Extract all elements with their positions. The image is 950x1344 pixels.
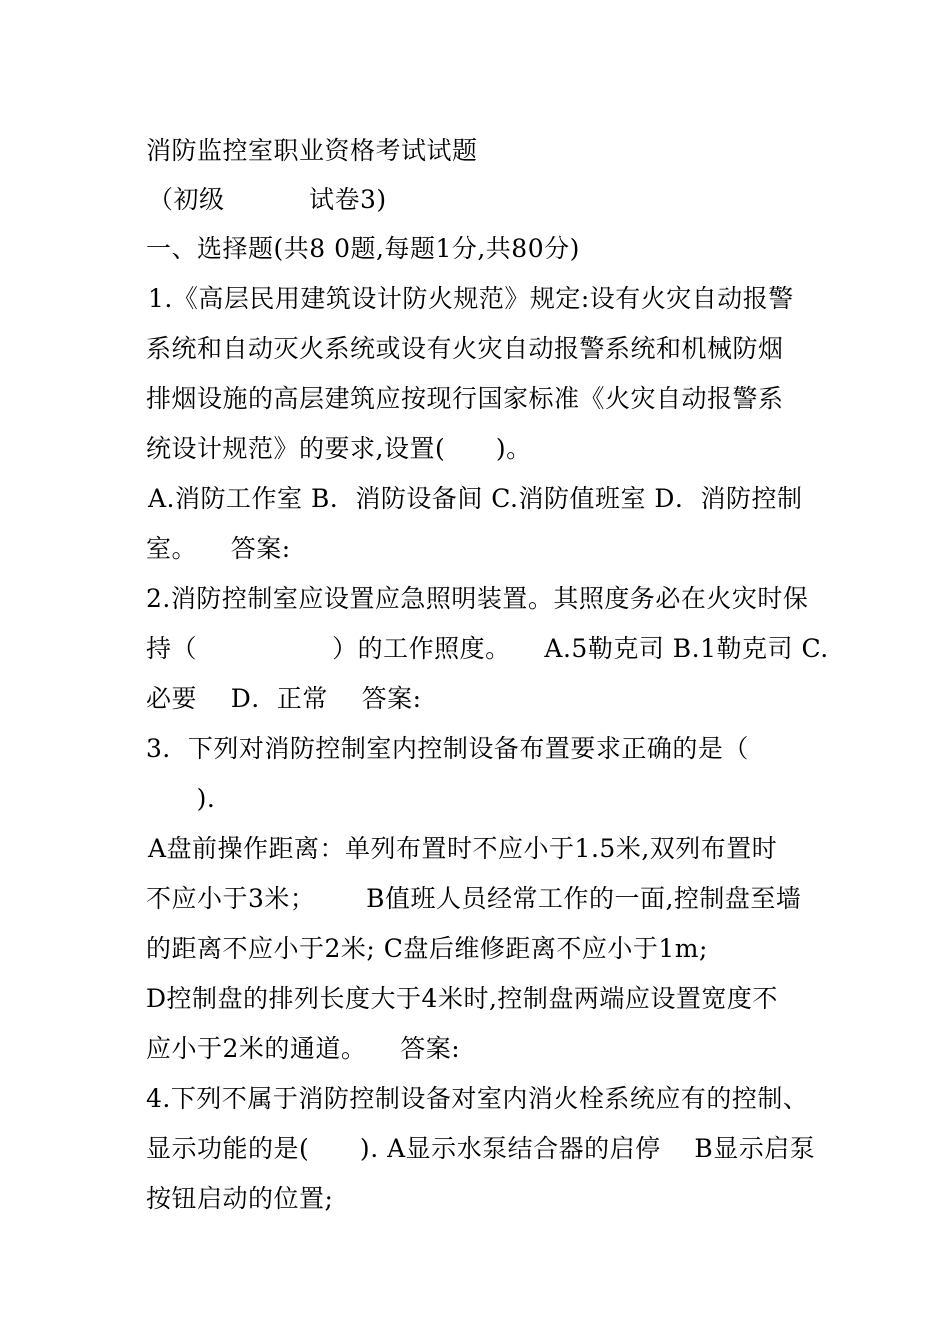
question-3-line-1: 3．下列对消防控制室内控制设备布置要求正确的是（ xyxy=(146,734,749,763)
question-1-line-1: 1.《高层民用建筑设计防火规范》规定:设有火灾自动报警 xyxy=(148,284,794,313)
question-2-answer: 必要 D．正常 答案: xyxy=(146,684,422,713)
question-3-option-d: D控制盘的排列长度大于4米时,控制盘两端应设置宽度不 xyxy=(146,984,778,1013)
question-3-option-a: A盘前操作距离：单列布置时不应小于1.5米,双列布置时 xyxy=(148,834,778,863)
question-4-line-3: 按钮启动的位置; xyxy=(146,1184,334,1213)
question-1-answer: 室。 答案: xyxy=(146,534,291,563)
question-1-line-2: 系统和自动灭火系统或设有火灾自动报警系统和机械防烟 xyxy=(146,334,784,363)
question-4-line-1: 4.下列不属于消防控制设备对室内消火栓系统应有的控制、 xyxy=(146,1084,809,1113)
question-1-options: A.消防工作室 B．消防设备间 C.消防值班室 D．消防控制 xyxy=(148,484,803,513)
question-2-line-1: 2.消防控制室应设置应急照明装置。其照度务必在火灾时保 xyxy=(146,584,809,613)
question-1-line-3: 排烟设施的高层建筑应按现行国家标准《火灾自动报警系 xyxy=(146,384,784,413)
document-subtitle: （初级 试卷3) xyxy=(148,185,387,214)
question-3-answer: 应小于2米的通道。 答案: xyxy=(146,1034,461,1063)
question-4-line-2: 显示功能的是( ). A显示水泵结合器的启停 B显示启泵 xyxy=(146,1134,816,1163)
question-1-line-4: 统设计规范》的要求,设置( )。 xyxy=(146,434,532,463)
section-heading: 一、选择题(共8 0题,每题1分,共80分) xyxy=(146,234,580,263)
question-2-line-2: 持（ ）的工作照度。 A.5勒克司 B.1勒克司 C. xyxy=(146,634,829,663)
question-3-option-b: 不应小于3米； B值班人员经常工作的一面,控制盘至墙 xyxy=(146,884,802,913)
question-3-option-c: 的距离不应小于2米; C盘后维修距离不应小于1m; xyxy=(146,934,708,963)
document-title: 消防监控室职业资格考试试题 xyxy=(146,136,478,165)
question-3-line-2: ). xyxy=(146,784,216,813)
